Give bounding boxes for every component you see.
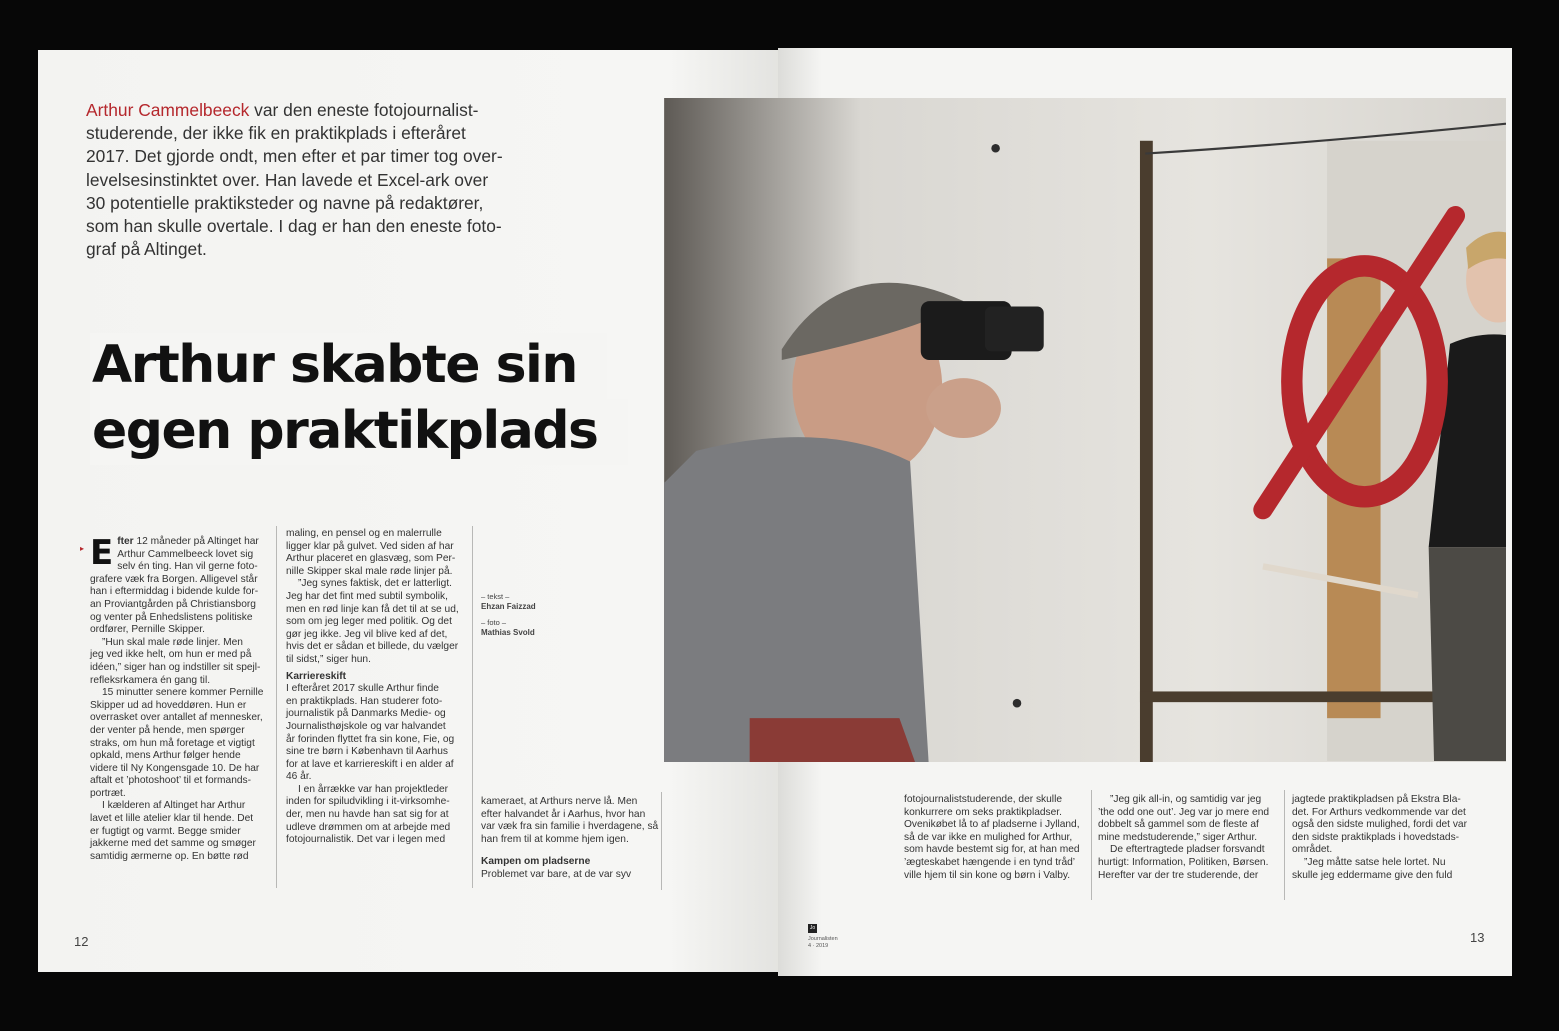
column-divider (276, 526, 277, 888)
article-column-2 (286, 528, 468, 847)
text-line: ’ægteskabet hængende i en tynd tråd’ (904, 856, 1076, 868)
photographer-shirt (664, 437, 931, 762)
text-line: 46 år. (286, 771, 312, 783)
paragraph (1098, 794, 1284, 844)
text-line: an Proviantgården på Christiansborg (90, 598, 256, 610)
text-line: 12 måneder på Altinget har (133, 536, 259, 547)
text-line: skulle jeg eddermame give den fuld (1292, 869, 1453, 881)
text-line: gør jeg ikke. Jeg vil blive ked af det, (286, 628, 448, 640)
text-line: 15 minutter senere kommer Pernille (102, 687, 264, 699)
text-line: De eftertragtede pladser forsvandt (1110, 844, 1265, 856)
column-divider (1284, 790, 1285, 900)
headline-overlay (90, 332, 628, 464)
paragraph (90, 637, 268, 687)
text-line: men en rød linje kan få det til at se ud, (286, 603, 459, 615)
paragraph (481, 869, 663, 882)
text-line: maling, en pensel og en malerrulle (286, 528, 442, 539)
column-divider (472, 526, 473, 888)
text-line: I en årrække var han projektleder (298, 783, 449, 795)
text-line: kameraet, at Arthurs nerve lå. Men (481, 796, 638, 807)
credit-author: Ehzan Faizzad (481, 602, 536, 611)
magazine-logo-icon: Jo (809, 925, 816, 931)
text-line: Ovenikøbet lå to af pladserne i Jylland, (904, 819, 1080, 831)
text-line: en praktikplads. Han studerer foto- (286, 695, 443, 707)
article-column-3 (481, 796, 663, 882)
intro-line: levelsesinstinktet over. Han lavede et Excel-ark over (86, 169, 489, 190)
woman-trousers (1429, 547, 1506, 761)
text-line: mine medstuderende,” siger Arthur. (1098, 831, 1258, 843)
photo-illustration (586, 98, 1506, 762)
text-line: var væk fra sin familie i hverdagene, så (481, 821, 659, 833)
paragraph (904, 794, 1094, 882)
text-line: han i eftermiddag i bidende kulde for- (90, 586, 259, 598)
wall-hole (991, 144, 1000, 153)
text-line: området. (1292, 844, 1333, 856)
intro-line: graf på Altinget. (86, 239, 207, 260)
text-line: Journalisthøjskole og var halvandet (286, 720, 446, 732)
intro-line: 30 potentielle praktiksteder og navne på redaktører, (86, 192, 484, 213)
intro-line: som han skulle overtale. I dag er han den eneste foto- (86, 216, 502, 237)
text-line: og venter på Enhedslistens politiske (90, 611, 253, 623)
text-line: videre til Ny Kongensgade 10. De har (90, 762, 260, 774)
text-line: ”Jeg synes faktisk, det er latterligt. (298, 578, 453, 590)
article-column-6 (1292, 794, 1478, 882)
text-line: ordfører, Pernille Skipper. (90, 624, 205, 636)
text-line: lavet et lille atelier klar til hende. Det (90, 813, 254, 825)
paragraph (481, 796, 663, 846)
camera-lens (985, 307, 1044, 352)
paragraph (90, 533, 268, 637)
intro-line: studerende, der ikke fik en praktikplads i efteråret (86, 123, 466, 144)
text-line: overrasket over antallet af mennesker, (90, 712, 263, 724)
paragraph (90, 687, 268, 800)
text-line: ”Jeg gik all-in, og samtidig var jeg (1110, 794, 1262, 805)
text-line: Arthur Cammelbeeck lovet sig (117, 548, 254, 560)
credit-label: – tekst – (481, 592, 510, 601)
text-line: konkurrere om seks praktikpladser. (904, 806, 1062, 818)
text-line: han frem til at komme hjem igen. (481, 833, 629, 845)
headline-line-1: Arthur skabte sin (90, 333, 607, 399)
paragraph (1292, 857, 1478, 882)
credit-photographer: Mathias Svold (481, 628, 535, 637)
text-line: ligger klar på gulvet. Ved siden af har (286, 540, 454, 552)
text-line: Arthur placeret en glasvæg, som Per- (286, 553, 456, 565)
issue-number: 4 · 2019 (808, 943, 829, 949)
text-line: sine tre børn i København til Aarhus (286, 746, 448, 758)
text-line: jagtede praktikpladsen på Ekstra Bla- (1292, 794, 1461, 805)
text-line: Herefter var der tre studerende, der (1098, 869, 1259, 881)
text-line: der, men nu havde han sat sig for at (286, 809, 449, 821)
wall-hole (1013, 699, 1022, 708)
text-line: selv én ting. Han vil gerne foto- (117, 561, 258, 573)
text-line: hurtigt: Information, Politiken, Børsen. (1098, 856, 1269, 868)
text-line: ’the odd one out’. Jeg var jo mere end (1098, 806, 1270, 818)
text-line: fotojournalistik. Det var i legen med (286, 834, 446, 846)
text-line: I efteråret 2017 skulle Arthur finde (286, 683, 439, 695)
text-line: Skipper ud ad hoveddøren. Hun er (90, 699, 247, 711)
photographer-hand (926, 378, 1001, 438)
text-line: refleksrkamera én gang til. (90, 674, 211, 686)
page-number-right: 13 (1470, 930, 1485, 945)
paragraph (286, 528, 468, 578)
subheading-kampen: Kampen om pladserne (481, 856, 591, 868)
spread-photo (586, 98, 1506, 762)
drop-cap: E (90, 533, 114, 573)
text-line: som om jeg leger med politik. Og det (286, 616, 452, 628)
text-line: ville hjem til sin kone og børn i Valby. (904, 869, 1071, 881)
headline-line-2: egen praktikplads (90, 399, 628, 465)
text-line: der venter på hende, men spørger (90, 724, 245, 736)
magazine-name: Journalisten (808, 936, 838, 942)
text-line: jakkerne med det samme og smøger (90, 838, 256, 850)
text-line: år forinden flyttet fra sin kone, Fie, og (286, 733, 455, 745)
column-divider (661, 792, 662, 890)
intro-line: 2017. Det gjorde ondt, men efter et par timer tog over- (86, 146, 503, 167)
article-column-5 (1098, 794, 1284, 882)
magazine-issue (808, 936, 838, 950)
text-line: fotojournaliststuderende, der skulle (904, 794, 1063, 805)
text-line: I kælderen af Altinget har Arthur (102, 800, 246, 812)
text-line: Problemet var bare, at de var syv (481, 868, 632, 880)
text-line: den sidste praktikplads i hovedstads- (1292, 831, 1460, 843)
intro-name: Arthur Cammelbeeck (86, 100, 250, 120)
frame-left-post (1140, 141, 1153, 762)
paragraph (286, 578, 468, 666)
paragraph (286, 784, 468, 847)
text-line: også den sidste mulighed, fordi det var (1292, 819, 1467, 831)
paragraph (90, 800, 268, 863)
credit-label: – foto – (481, 618, 507, 627)
lead-bold: fter (117, 536, 134, 547)
text-line: straks, om hun må foretage et vigtigt (90, 737, 255, 749)
text-line: idéen,” siger han og indstiller sit spejl- (90, 661, 261, 673)
red-marker-icon: ▸ (80, 544, 85, 553)
text-line: portræt. (90, 787, 126, 799)
intro-line: var den eneste fotojournalist- (249, 100, 479, 120)
text-line: som havde bestemt sig for, at han med (904, 844, 1080, 856)
text-line: Jeg har det fint med subtil symbolik, (286, 590, 448, 602)
text-line: jeg ved ikke helt, om hun er med på (90, 649, 252, 661)
article-column-1 (90, 533, 268, 863)
text-line: dobbelt så gammel som de fleste af (1098, 819, 1259, 831)
text-line: er fugtigt og varmt. Begge smider (90, 825, 241, 837)
text-line: for at lave et karriereskift i en alder af (286, 758, 454, 770)
text-line: hvis det er sådan et billede, du vælger (286, 641, 459, 653)
column-divider (1091, 790, 1092, 900)
text-line: journalistik på Danmarks Medie- og (286, 708, 446, 720)
paragraph (1292, 794, 1478, 857)
text-line: inden for spiludvikling i it-virksomhe- (286, 796, 450, 808)
text-line: grafere væk fra Borgen. Alligevel står (90, 573, 258, 585)
text-line: ”Jeg måtte satse hele lortet. Nu (1304, 856, 1446, 868)
paragraph (1098, 844, 1284, 882)
text-line: udleve drømmen om at arbejde med (286, 821, 451, 833)
page-number-left: 12 (74, 934, 89, 949)
text-line: samtidig ærmerne op. En bøtte rød (90, 850, 249, 862)
text-line: nille Skipper skal male røde linjer på. (286, 565, 453, 577)
article-column-4 (904, 794, 1094, 882)
intro-paragraph (86, 99, 518, 261)
subheading-karriereskift: Karriereskift (286, 670, 347, 682)
text-line: efter halvandet år i Aarhus, hvor han (481, 808, 646, 820)
paragraph (286, 683, 468, 784)
text-line: til sidst,” siger hun. (286, 653, 371, 665)
text-line: det. For Arthurs vedkommende var det (1292, 806, 1466, 818)
text-line: så de var ikke en mulighed for Arthur, (904, 831, 1073, 843)
text-line: opkald, mens Arthur følger hende (90, 750, 241, 762)
byline-credits (481, 592, 536, 638)
text-line: aftalt et ’photoshoot’ til et formands- (90, 775, 252, 787)
text-line: ”Hun skal male røde linjer. Men (102, 636, 243, 648)
